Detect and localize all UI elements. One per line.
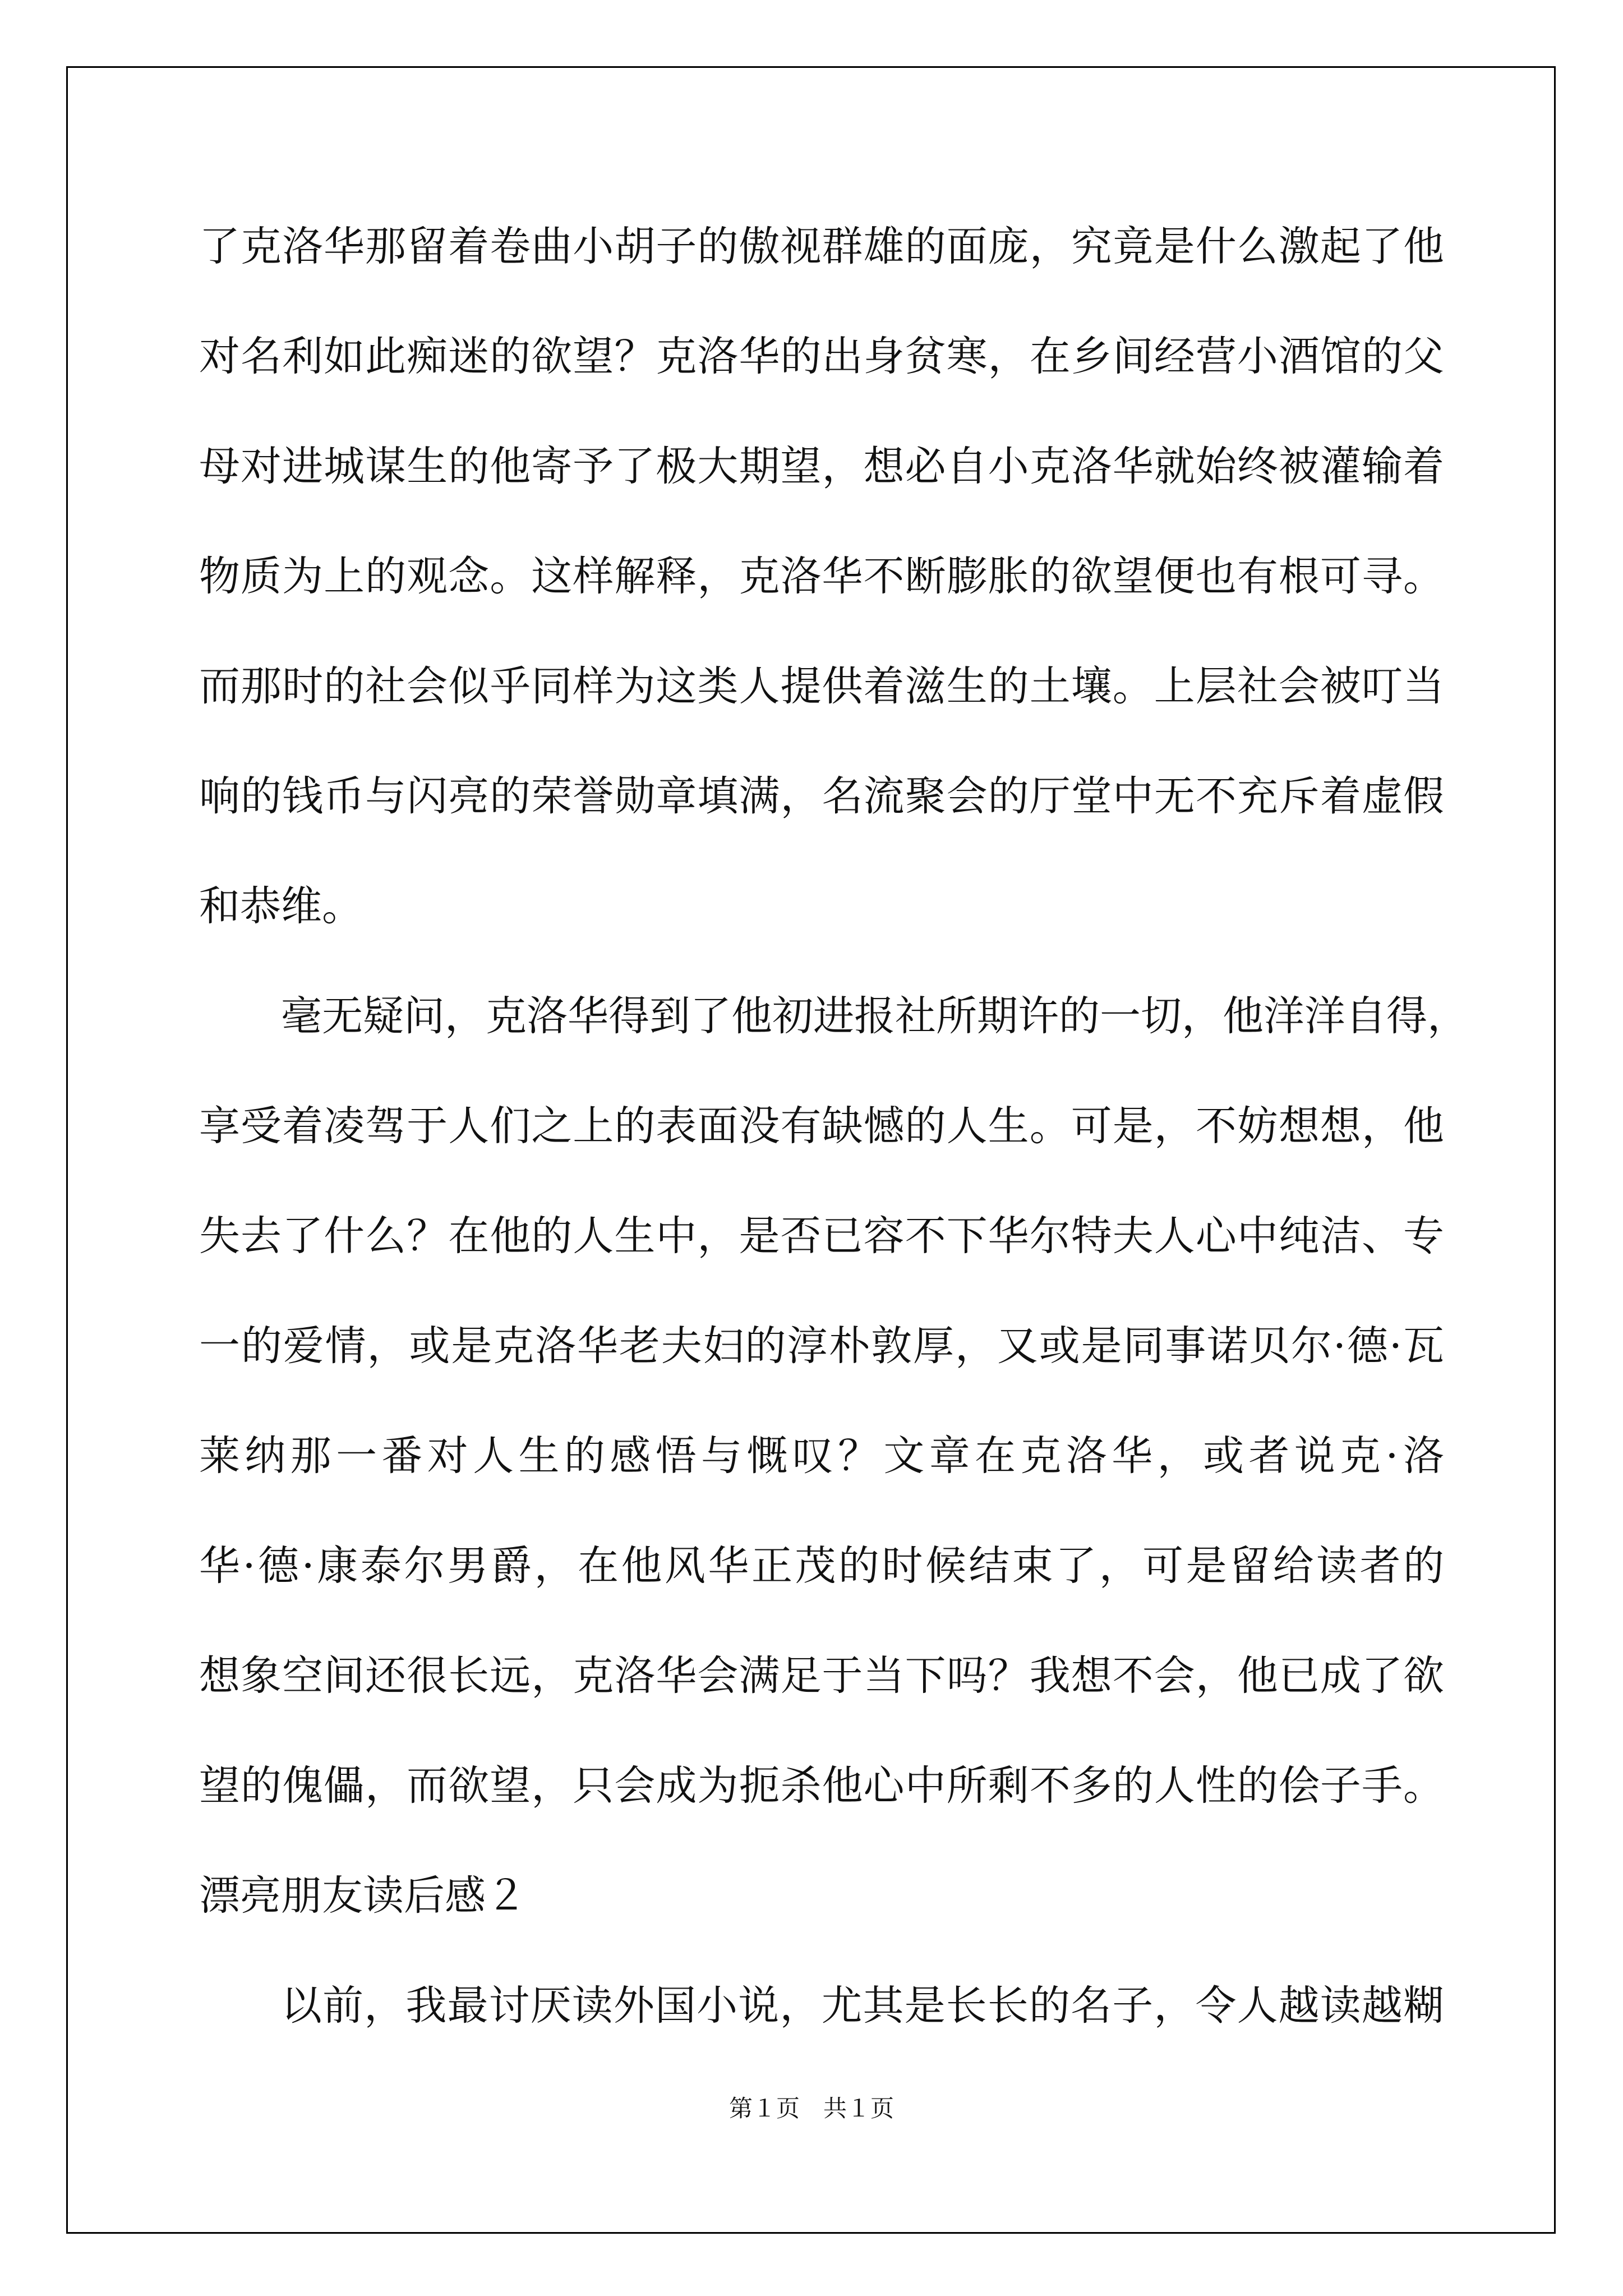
- text-line: 一的爱情，或是克洛华老夫妇的淳朴敦厚，又或是同事诺贝尔·德·瓦: [199, 1322, 1444, 1370]
- text-line: 响的钱币与闪亮的荣誉勋章填满，名流聚会的厅堂中无不充斥着虚假: [199, 772, 1444, 820]
- text-line: 望的傀儡，而欲望，只会成为扼杀他心中所剩不多的人性的侩子手。: [199, 1762, 1444, 1810]
- document-body: [199, 213, 1468, 2082]
- text-line: 和恭维。: [199, 882, 363, 930]
- text-line: 母对进城谋生的他寄予了极大期望，想必自小克洛华就始终被灌输着: [199, 443, 1444, 490]
- text-line: 漂亮朋友读后感２: [199, 1872, 527, 1920]
- text-line: 以前，我最讨厌读外国小说，尤其是长长的名子，令人越读越糊: [281, 1982, 1444, 2030]
- text-line: 失去了什么？在他的人生中，是否已容不下华尔特夫人心中纯洁、专: [199, 1212, 1444, 1260]
- text-line: 毫无疑问，克洛华得到了他初进报社所期许的一切，他洋洋自得，: [281, 992, 1468, 1040]
- text-line: 了克洛华那留着卷曲小胡子的傲视群雄的面庞，究竟是什么激起了他: [199, 223, 1444, 270]
- text-line: 享受着凌驾于人们之上的表面没有缺憾的人生。可是，不妨想想，他: [199, 1102, 1444, 1150]
- page-footer: 第１页 共１页: [728, 2096, 894, 2122]
- text-line: 想象空间还很长远，克洛华会满足于当下吗？我想不会，他已成了欲: [199, 1652, 1444, 1700]
- text-line: 华·德·康泰尔男爵，在他风华正茂的时候结束了，可是留给读者的: [199, 1542, 1444, 1590]
- text-line: 莱纳那一番对人生的感悟与慨叹？文章在克洛华，或者说克·洛: [199, 1432, 1444, 1480]
- text-line: 对名利如此痴迷的欲望？克洛华的出身贫寒，在乡间经营小酒馆的父: [199, 333, 1444, 380]
- text-line: 而那时的社会似乎同样为这类人提供着滋生的土壤。上层社会被叮当: [199, 662, 1444, 710]
- text-line: 物质为上的观念。这样解释，克洛华不断膨胀的欲望便也有根可寻。: [199, 553, 1444, 600]
